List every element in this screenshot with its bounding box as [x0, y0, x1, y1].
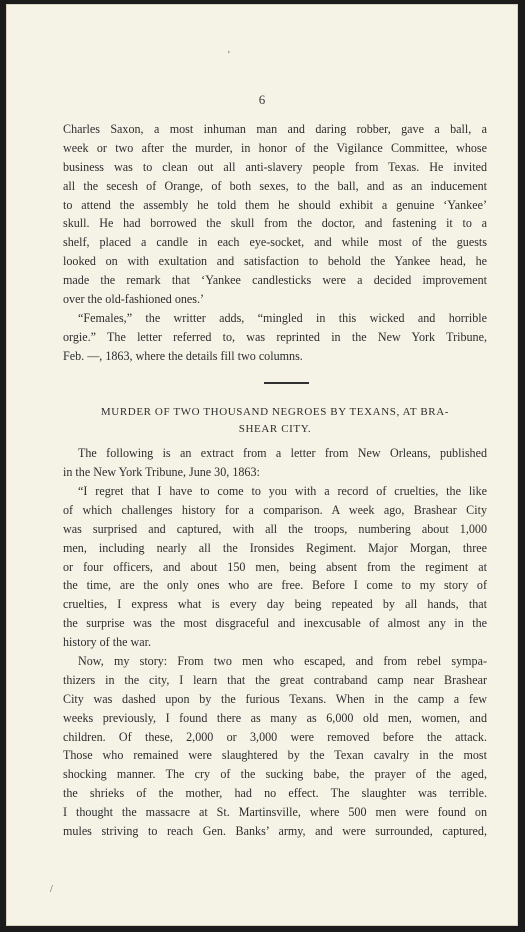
text-line: of which challenges history for a comparison. A week ago, Brashear City — [63, 502, 487, 517]
text-line: I thought the massacre at St. Martinsville, where 500 men were found on — [63, 805, 487, 820]
text-line: looked on with exultation and satisfaction to behold the Yankee head, he — [63, 254, 487, 269]
text-line: the time, are the only ones who are free. Before I come to my story of — [63, 578, 487, 593]
section-heading — [63, 404, 487, 438]
text-line: skull. He had borrowed the skull from the doctor, and fastening it to a — [63, 216, 487, 231]
stray-mark: / — [50, 884, 53, 895]
text-line: Charles Saxon, a most inhuman man and daring robber, gave a ball, a — [63, 122, 487, 136]
text-line: over the old-fashioned ones.’ — [63, 292, 205, 307]
text-line: orgie.” The letter referred to, was reprinted in the New York Tribune, — [63, 329, 487, 344]
text-line: Feb. —, 1863, where the details fill two columns. — [63, 348, 303, 363]
text-line: the surprise was the most disgraceful and inexcusable of almost any in the — [63, 616, 487, 631]
text-line: in the New York Tribune, June 30, 1863: — [63, 464, 260, 479]
text-line: business was to clean out all anti-slavery people from Texas. He invited — [63, 159, 487, 174]
text-line: the shrieks of the mother, had no effect. The slaughter was terrible. — [63, 786, 487, 801]
heading-line: SHEAR CITY. — [238, 423, 312, 435]
paragraph-letter-quote — [63, 482, 487, 652]
paragraph-saxon-ball — [63, 120, 487, 309]
text-line: to attend the assembly he told them he should exhibit a genuine ‘Yankee’ — [63, 197, 487, 212]
text-line: The following is an extract from a letter from New Orleans, published — [78, 446, 487, 460]
text-line: “I regret that I have to come to you with a record of cruelties, the like — [78, 484, 487, 498]
text-line: weeks previously, I found there as many as 6,000 old men, women, and — [63, 710, 487, 725]
book-page — [6, 4, 518, 926]
text-line: children. Of these, 2,000 or 3,000 were removed before the attack. — [63, 729, 487, 744]
text-line: Those who remained were slaughtered by the Texan cavalry in the most — [63, 748, 487, 763]
page-number: 6 — [258, 92, 266, 107]
text-line: City was dashed upon by the furious Texans. When in the camp a few — [63, 691, 487, 706]
text-line: cruelties, I express what is every day being repeated by all hands, that — [63, 597, 487, 612]
stray-mark: ' — [228, 50, 230, 61]
text-line: history of the war. — [63, 635, 151, 650]
text-line: thizers in the city, I learn that the great contraband camp near Brashear — [63, 672, 487, 687]
text-line: mules striving to reach Gen. Banks’ army, and were surrounded, captured, — [63, 824, 487, 839]
text-line: or four officers, and about 150 men, being absent from the regiment at — [63, 559, 487, 574]
paragraph-females — [63, 309, 487, 366]
text-line: “Females,” the writter adds, “mingled in this wicked and horrible — [78, 311, 487, 325]
paragraph-intro — [63, 444, 487, 482]
heading-line: MURDER OF TWO THOUSAND NEGROES BY TEXANS, AT BRA- — [100, 406, 450, 418]
text-line: week or two after the murder, in honor of the Vigilance Committee, whose — [63, 140, 487, 155]
text-line: men, including nearly all the Ironsides Regiment. Major Morgan, three — [63, 540, 487, 555]
paragraph-story — [63, 652, 487, 841]
text-line: shelf, placed a candle in each eye-socket, and while most of the guests — [63, 235, 487, 250]
text-line: made the remark that ‘Yankee candlesticks were a decided improvement — [63, 273, 487, 288]
text-line: was surprised and captured, with all the troops, numbering about 1,000 — [63, 521, 487, 536]
text-line: all the secesh of Orange, of both sexes, to the ball, and as an inducement — [63, 178, 487, 193]
text-line: shocking manner. The cry of the sucking babe, the prayer of the aged, — [63, 767, 487, 782]
section-divider — [264, 382, 309, 384]
text-line: Now, my story: From two men who escaped, and from rebel sympa- — [78, 654, 487, 668]
